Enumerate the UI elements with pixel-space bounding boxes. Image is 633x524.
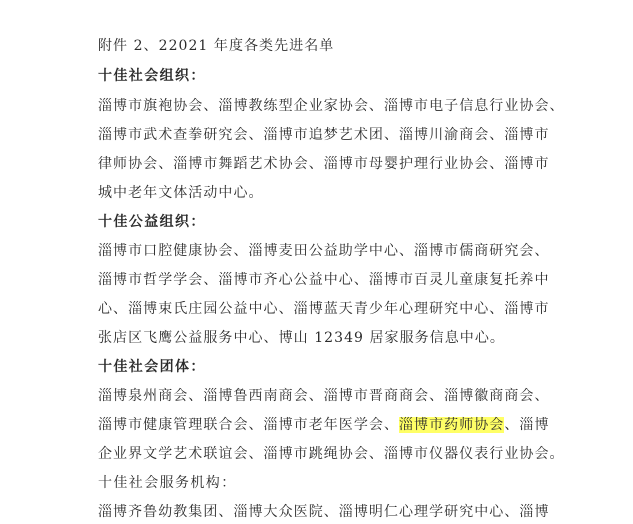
text-line: 城中老年文体活动中心。: [98, 185, 264, 201]
section-heading-public-welfare: 十佳公益组织：: [98, 214, 206, 230]
section-heading-social-groups: 十佳社会团体：: [98, 359, 206, 375]
section-heading-social-service: 十佳社会服务机构：: [98, 475, 237, 491]
text-line: 淄博市武术查拳研究会、淄博市追梦艺术团、淄博川渝商会、淄博市: [98, 127, 550, 143]
text-line: 淄博市口腔健康协会、淄博麦田公益助学中心、淄博市儒商研究会、: [98, 243, 550, 259]
text-line: 企业界文学艺术联谊会、淄博市跳绳协会、淄博市仪器仪表行业协会。: [98, 446, 565, 462]
text-line: 心、淄博束氏庄园公益中心、淄博蓝天青少年心理研究中心、淄博市: [98, 301, 550, 317]
text-line: 张店区飞鹰公益服务中心、博山 12349 居家服务信息中心。: [98, 330, 505, 346]
text-line: 淄博齐鲁幼教集团、淄博大众医院、淄博明仁心理学研究中心、淄博: [98, 504, 550, 520]
text-segment: 、淄博: [504, 417, 550, 433]
text-line: 淄博泉州商会、淄博鲁西南商会、淄博市晋商商会、淄博徽商商会、: [98, 388, 550, 404]
text-line: 淄博市哲学学会、淄博市齐心公益中心、淄博市百灵儿童康复托养中: [98, 272, 550, 288]
attachment-title: 附件 2、22021 年度各类先进名单: [98, 38, 335, 54]
section-heading-social-organizations: 十佳社会组织：: [98, 68, 206, 84]
text-line: 律师协会、淄博市舞蹈艺术协会、淄博市母婴护理行业协会、淄博市: [98, 156, 550, 172]
text-line: 淄博市旗袍协会、淄博教练型企业家协会、淄博市电子信息行业协会、: [98, 98, 565, 114]
highlighted-text: 淄博市药师协会: [399, 417, 505, 433]
text-line-with-highlight: [98, 415, 550, 435]
text-segment: 淄博市健康管理联合会、淄博市老年医学会、: [98, 417, 399, 433]
